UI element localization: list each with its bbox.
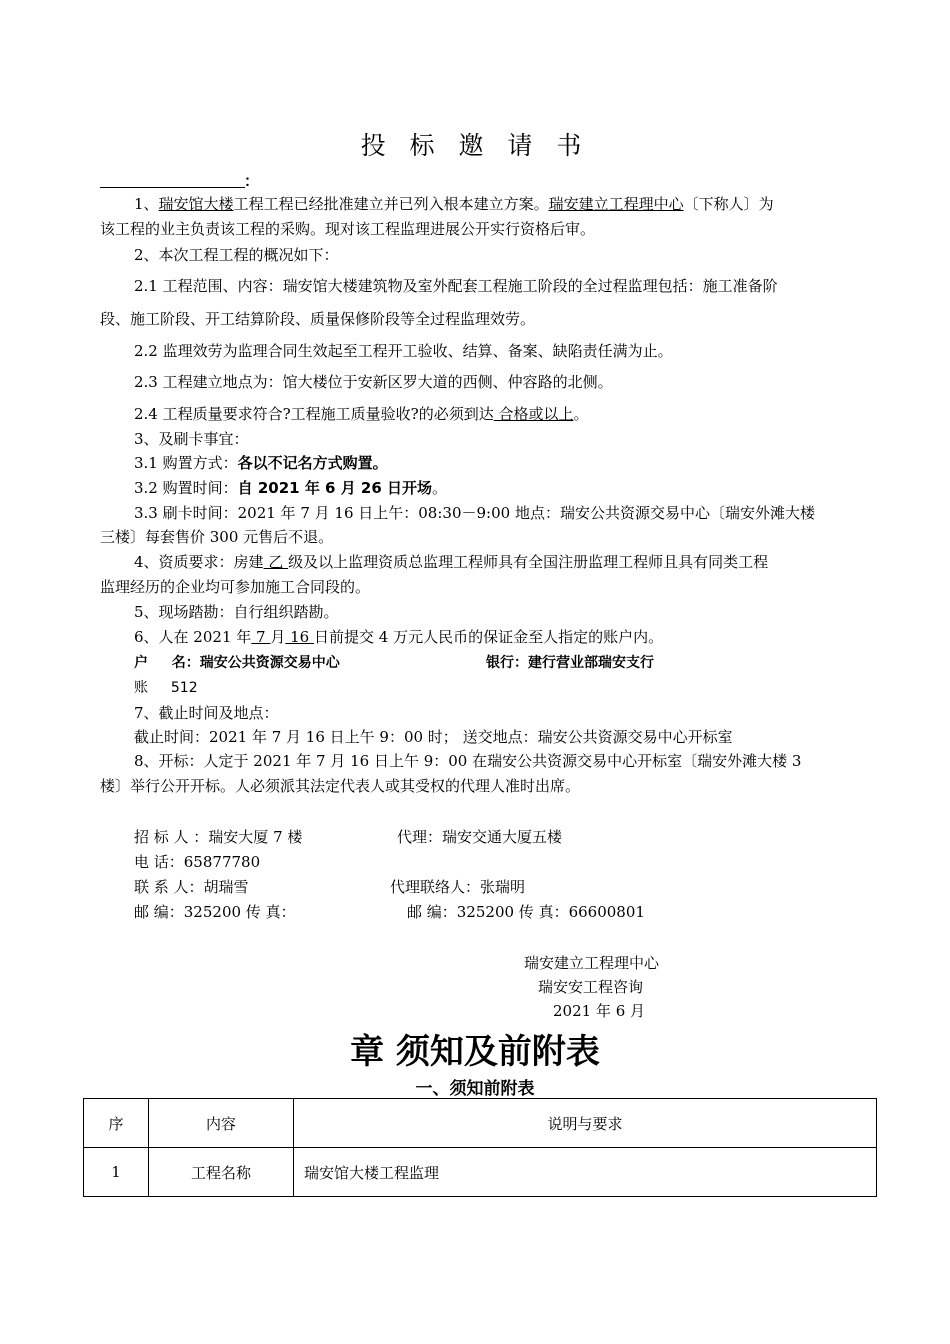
paragraph-4-line-1: 4、资质要求：房建 乙 级及以上监理资质总监理工程师具有全国注册监理工程师且具有同类工程: [134, 553, 769, 571]
page-title: 投 标 邀 请 书: [360, 131, 590, 160]
notice-table: [83, 1098, 877, 1197]
paragraph-3-2: 3.2 购置时间：自 2021 年 6 月 26 日开场。: [134, 479, 448, 497]
paragraph-6: 6、人在 2021 年 7 月 16 日前提交 4 万元人民币的保证金至人指定的账户内。: [134, 628, 664, 646]
agent-zip-fax: 邮 编：325200 传 真：66600801: [407, 903, 645, 921]
deposit-day: 16: [285, 628, 314, 646]
paragraph-7-detail: 截止时间：2021 年 7 月 16 日上午 9：00 时； 送交地点：瑞安公共资源交易中心开标室: [134, 728, 733, 746]
table-header-cell: 内容: [149, 1099, 294, 1148]
paragraph-3: 3、及刷卡事宜：: [134, 430, 249, 448]
tenderer-phone: 电 话：65877780: [134, 853, 261, 871]
paragraph-2-1-line-1: 2.1 工程范围、内容：瑞安馆大楼建筑物及室外配套工程施工阶段的全过程监理包括：施工准备阶: [134, 277, 778, 295]
table-row: [84, 1148, 877, 1197]
paragraph-8-line-2: 楼〕举行公开开标。人必须派其法定代表人或其受权的代理人准时出席。: [100, 777, 581, 795]
addressee-colon: ：: [244, 172, 260, 190]
owner-name: 瑞安建立工程理中心: [548, 195, 684, 213]
paragraph-1-line-2: 该工程的业主负责该工程的采购。现对该工程监理进展公开实行资格后审。: [100, 220, 596, 238]
signature-org-1: 瑞安建立工程理中心: [524, 954, 660, 972]
paragraph-2: 2、本次工程工程的概况如下：: [134, 246, 339, 264]
table-cell: 工程名称: [149, 1148, 294, 1197]
paragraph-2-1-line-2: 段、施工阶段、开工结算阶段、质量保修阶段等全过程监理效劳。: [100, 310, 536, 328]
tenderer-address: 招 标 人 ：瑞安大厦 7 楼: [134, 828, 303, 846]
account-bank: 银行：建行营业部瑞安支行: [486, 655, 654, 671]
table-cell: 瑞安馆大楼工程监理: [294, 1148, 877, 1197]
account-name: 户 名：瑞安公共资源交易中心: [134, 655, 340, 671]
table-header-cell: 说明与要求: [294, 1099, 877, 1148]
purchase-method: 各以不记名方式购置。: [237, 454, 388, 472]
quality-requirement: 合格或以上: [493, 405, 574, 423]
paragraph-5: 5、现场踏勘：自行组织踏勘。: [134, 603, 339, 621]
agent-contact: 代理联络人：张瑞明: [390, 878, 526, 896]
agent-address: 代理：瑞安交通大厦五楼: [397, 828, 563, 846]
project-name: 瑞安馆大楼: [158, 195, 234, 213]
qualification-grade: 乙: [263, 553, 289, 571]
paragraph-3-1: 3.1 购置方式：各以不记名方式购置。: [134, 454, 388, 472]
tenderer-contact: 联 系 人：胡瑞雪: [134, 878, 249, 896]
deposit-month: 7: [251, 628, 271, 646]
chapter-heading: 章 须知及前附表: [350, 1032, 600, 1072]
paragraph-8-line-1: 8、开标：人定于 2021 年 7 月 16 日上午 9：00 在瑞安公共资源交易中心开标室〔瑞安外滩大楼 3: [134, 752, 802, 770]
section-heading: 一、须知前附表: [415, 1079, 535, 1099]
paragraph-3-3-line-2: 三楼〕每套售价 300 元售后不退。: [100, 528, 334, 546]
paragraph-2-3: 2.3 工程建立地点为：馆大楼位于安新区罗大道的西侧、仲容路的北侧。: [134, 373, 613, 391]
paragraph-2-2: 2.2 监理效劳为监理合同生效起至工程开工验收、结算、备案、缺陷责任满为止。: [134, 342, 673, 360]
paragraph-2-4: 2.4 工程质量要求符合?工程施工质量验收?的必须到达 合格或以上。: [134, 405, 589, 423]
paragraph-1-line-1: 1、瑞安馆大楼工程工程已经批准建立并已列入根本建立方案。瑞安建立工程理中心〔下称人〕为: [134, 195, 774, 213]
account-number: 账 512: [134, 680, 198, 696]
paragraph-4-line-2: 监理经历的企业均可参加施工合同段的。: [100, 578, 371, 596]
signature-org-2: 瑞安安工程咨询: [538, 978, 644, 996]
tenderer-zip-fax: 邮 编：325200 传 真：: [134, 903, 296, 921]
paragraph-3-3-line-1: 3.3 刷卡时间：2021 年 7 月 16 日上午：08:30－9:00 地点：瑞安公共资源交易中心〔瑞安外滩大楼: [134, 504, 815, 522]
signature-date: 2021 年 6 月: [553, 1002, 646, 1020]
purchase-time: 自 2021 年 6 月 26 日开场: [237, 479, 433, 497]
table-header-cell: 序: [84, 1099, 149, 1148]
addressee-blank: [100, 170, 245, 188]
table-cell: 1: [84, 1148, 149, 1197]
table-header-row: [84, 1099, 877, 1148]
paragraph-7: 7、截止时间及地点：: [134, 704, 279, 722]
